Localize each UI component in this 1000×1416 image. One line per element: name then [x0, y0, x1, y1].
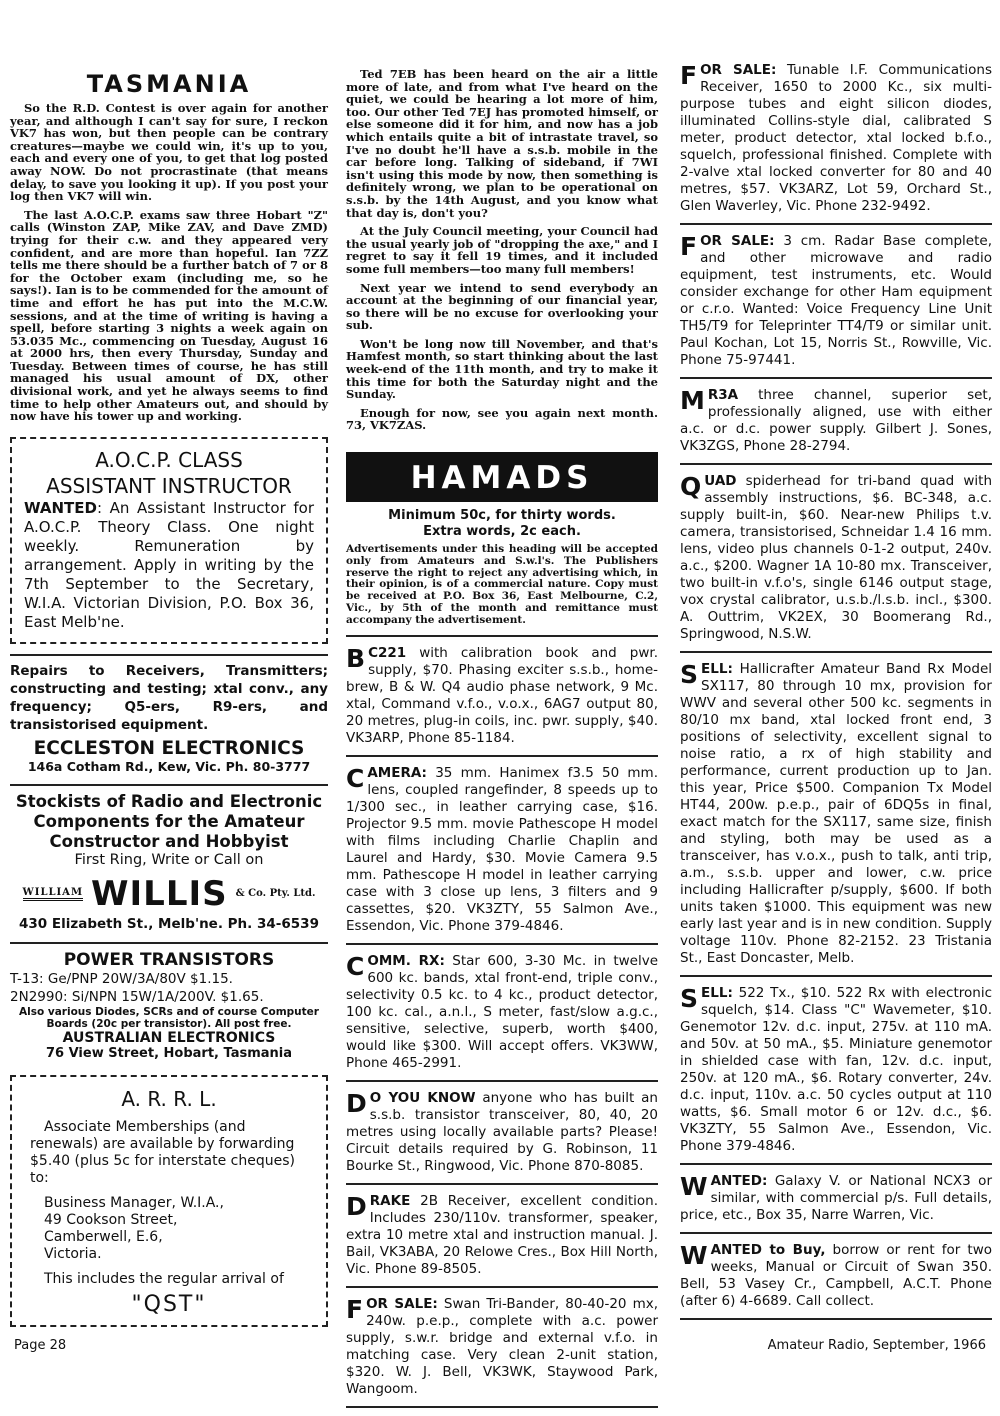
arrl-address	[30, 1195, 308, 1263]
aocp-subheading: ASSISTANT INSTRUCTOR	[46, 473, 292, 498]
drop-cap: W	[680, 1241, 708, 1270]
arrl-heading: A. R. R. L.	[121, 1086, 217, 1111]
arrl-paragraph: Associate Memberships (and renewals) are available by forwarding $5.40 (plus 5c for interstate cheques) to:	[30, 1118, 295, 1186]
arrl-address-line: Camberwell, E.6,	[44, 1228, 163, 1245]
hamads-rate-line: Minimum 50c, for thirty words.	[388, 508, 616, 524]
tasmania-paragraph: Next year we intend to send everybody an account at the beginning of our financial year, so there will be no excuse for overlooking your sub.	[346, 280, 658, 333]
willis-sub: First Ring, Write or Call on	[74, 851, 264, 868]
drop-cap: F	[680, 61, 698, 90]
power-transistors-ad	[10, 950, 328, 1061]
tasmania-paragraph: Won't be long now till November, and that's Hamfest month, so start thinking about the last week-end of the 11th month, and try to make it this time for both the Saturday night and the Sunday.	[346, 336, 658, 402]
ad-body: Hallicrafter Amateur Band Rx Model SX117, 80 through 10 mx, provision for WWV and several other 500 kc. segments in 80/10 mx band, xtal locked front end, 3 positions of selectivity, excellent signal to noise ratio, a rx of high stability and performance, current production up to Jan. this year, Price $500. Companion Tx Model HT44, 200w. p.e.p., pair of 6DQ5s in final, exact match for the SX117, same size, finish and styling, both may be used as a transceiver, has v.o.x., push to talk, anti trip, a.m., s.s.b. upper and lower, c.w. price including Hallicrafter p/supply, $600. If both units taken $1000. This equipment was new early last year and is in new condition. Supply voltage 110v. Phone 82-2152. 23 Tristania St., East Doncaster, Melb.	[680, 661, 992, 966]
drop-cap: Q	[680, 472, 702, 501]
arrl-address-line: Victoria.	[44, 1245, 102, 1262]
drop-cap: D	[346, 1191, 367, 1221]
drop-cap: C	[346, 763, 365, 793]
classified-ad	[346, 1090, 658, 1175]
tasmania-paragraph: So the R.D. Contest is over again for another year, and although I can't say for sure, I reckon VK7 has won, but then people can be contrary creatures—maybe we could win, it's up to you, each and every one of you, to get that log posted away NOW. Do not procrastinate (that means delay, to save you looking it up). If you post your log then VK7 will win.	[10, 101, 328, 204]
classified-ad	[680, 473, 992, 643]
ad-lead: C221	[368, 644, 407, 661]
ad-body: Tunable I.F. Communications Receiver, 1650 to 2000 Kc., six multi-purpose tubes and eight silicon diodes, illuminated Collins-style dial, calibrated S meter, product detector, xtal locked b.f.o., squelch, professional finished. Complete with 2-valve xtal locked converter for 80 and 40 metres, $57. VK3ARZ, Lot 59, Orchard St., Glen Waverley, Vic. Phone 232-9492.	[680, 62, 993, 214]
arrl-address-line: 49 Cookson Street,	[44, 1211, 178, 1228]
ad-body: 35 mm. Hanimex f3.5 50 mm. lens, coupled rangefinder, 8 speeds up to 1/300 sec., in leather carrying case, $16. Projector 9.5 mm. movie Pathescope H model with films including Charlie Chaplin and Laurel and Hardy, $30. Movie Camera 9.5 mm. Pathescope H model in leather carrying case with 3 close up lens, 3 filters and 9 cassettes, $20. VK3ZTY, 55 Salmon Ave., Essendon, Vic. Phone 379-4846.	[346, 764, 658, 934]
publication-credit: Amateur Radio, September, 1966	[767, 1338, 986, 1353]
ad-lead: O YOU KNOW	[369, 1089, 476, 1106]
divider	[346, 635, 658, 637]
eccleston-name: ECCLESTON ELECTRONICS	[33, 737, 305, 759]
arrl-ad-box	[10, 1075, 328, 1327]
classified-ad	[346, 765, 658, 935]
ad-lead: UAD	[704, 473, 737, 489]
divider	[346, 1080, 658, 1082]
ad-lead: AMERA:	[367, 764, 427, 781]
classified-ad	[680, 1173, 992, 1224]
column-left	[10, 62, 328, 1327]
divider	[680, 1318, 992, 1320]
ad-lead: ANTED to Buy,	[710, 1242, 826, 1258]
tasmania-paragraph: Enough for now, see you again next month. 73, VK7ZAS.	[346, 405, 658, 433]
divider	[680, 223, 992, 225]
hamads-terms	[346, 544, 658, 627]
ad-body: 2B Receiver, excellent condition. Includes 230/110v. transformer, speaker, extra 10 metre xtal and instruction manual. J. Bail, VK3ABA, 20 Relowe Cres., Box Hill North, Vic. Phone 89-8505.	[346, 1192, 658, 1277]
power-address: 76 View Street, Hobart, Tasmania	[45, 1045, 293, 1061]
eccleston-body: Repairs to Receivers, Transmitters; constructing and testing; xtal conv., any frequency; Q5-ers, R9-ers, and transistorised equipment.	[10, 662, 328, 733]
tasmania-heading: TASMANIA	[86, 70, 252, 98]
column-middle	[346, 62, 658, 1416]
divider	[680, 1232, 992, 1234]
classified-ad	[346, 645, 658, 747]
ad-lead: ELL:	[701, 661, 733, 677]
classified-ad	[680, 1242, 992, 1310]
hamads-rate-line: Extra words, 2c each.	[423, 524, 581, 540]
divider	[680, 975, 992, 977]
column-right	[680, 62, 992, 1328]
tasmania-paragraph: At the July Council meeting, your Council had the usual yearly job of "dropping the axe," and I regret to say it fell 19 times, and it included some full members—too many full members!	[346, 224, 658, 276]
classified-ad	[680, 233, 992, 369]
classified-ad	[680, 387, 992, 455]
ad-lead: RAKE	[369, 1192, 411, 1209]
drop-cap: M	[680, 386, 705, 415]
ad-body: 522 Tx., $10. 522 Rx with electronic squelch, $14. Class "C" Wavemeter, $10. Genemotor 12v. d.c. input, 275v. at 110 mA. and 50v. at 50 mA., $5. Miniature genemotor in shielded case with fan, 12v. d.c. input, 250v. at 120 mA., $6. Rotary converter, 24v. d.c. input, 110v. a.c. 50 cycles output at 110 watts, $6. Small motor 6 or 12v. d.c., $6. VK3ZTY, 55 Salmon Ave., Essendon, Vic. Phone 379-4846.	[680, 985, 992, 1154]
ad-body: anyone who has built an s.s.b. transistor transceiver, 80, 40, 20 metres using locally available parts? Please! Circuit details required by G. Robinson, 11 Bourke St., Ringwood, Vic. Phone 870-8085.	[346, 1089, 658, 1174]
drop-cap: W	[680, 1172, 708, 1201]
arrl-address-line: Business Manager, W.I.A.,	[44, 1194, 224, 1211]
aocp-ad-box	[10, 437, 328, 644]
classified-ad	[346, 1193, 658, 1278]
tasmania-paragraph: Ted 7EB has been heard on the air a little more of late, and from what I've heard on the quiet, we could be hearing a lot more of him, too. Our other Ted 7EJ has promoted himself, or else someone did it for him, and now has a job which entails quite a bit of intrastate travel, so I've no doubt he'll have a s.s.b. mobile in the car before long. Talking of sideband, if 7WI isn't using this mode by now, then something is definitely wrong, we plan to be operational on s.s.b. by the 14th August, and you know what that day is, don't you?	[346, 67, 658, 220]
ad-body: 3 cm. Radar Base complete, and other microwave and radio equipment, test instruments, etc. Would consider exchange for other Ham equipment or c.r.o. Wanted: Voice Frequency Line Unit TH5/T9 for Teleprinter TT4/T9 or similar unit. Paul Kochan, Lot 15, Norris St., Rowville, Vic. Phone 75-97441.	[680, 233, 992, 368]
arrl-paragraph: This includes the regular arrival of	[44, 1270, 284, 1287]
willis-heading: Stockists of Radio and Electronic Components for the Amateur Constructor and Hobbyist	[15, 791, 323, 851]
divider	[680, 1163, 992, 1165]
hamads-rate	[346, 508, 658, 540]
tasmania-article-continued	[346, 68, 658, 432]
power-heading: POWER TRANSISTORS	[63, 949, 275, 970]
divider	[346, 1406, 658, 1408]
divider	[680, 651, 992, 653]
aocp-text: : An Assistant Instructor for A.O.C.P. Theory Class. One night weekly. Remuneration by arrangement. Apply in writing by the 7th September to the Secretary, W.I.A. Victorian Division, P.O. Box 36, East Melb'ne.	[24, 498, 314, 631]
ad-lead: ANTED:	[710, 1173, 768, 1189]
ad-body: spiderhead for tri-band quad with assembly instructions, $6. BC-348, a.c. supply built-in, $60. Near-new Philips t.v. camera, transistorised, Schneidar 1.4 16 mm. lens, video plus channels 0-1-2 output, 240v. a.c., $200. Wagner 1A 10-80 mx. Transceiver, two built-in v.f.o's, single 6146 output stage, vox crystal calibrator, u.s.b./l.s.b. incl., $300. A. Outtrim, VK2EX, 30 Boomerang Rd., Springwood, N.S.W.	[680, 473, 992, 642]
divider	[10, 784, 328, 786]
ad-body: borrow or rent for two weeks, Manual or Circuit of Swan 350. Bell, 53 Vasey Cr., Campbell, A.C.T. Phone (after 6) 4-6689. Call collect.	[680, 1242, 992, 1309]
classified-ad	[680, 661, 992, 967]
power-line: T-13: Ge/PNP 20W/3A/80V $1.15.	[10, 970, 233, 987]
ad-lead: ELL:	[701, 985, 733, 1001]
hamads-list-right	[680, 62, 992, 1320]
aocp-lead: WANTED	[24, 498, 97, 517]
willis-ad	[10, 792, 328, 932]
divider	[10, 654, 328, 656]
drop-cap: S	[680, 660, 699, 689]
aocp-heading: A.O.C.P. CLASS	[95, 447, 243, 472]
classified-ad	[680, 985, 992, 1155]
divider	[346, 755, 658, 757]
ad-body: Star 600, 3-30 Mc. in twelve 600 kc. bands, xtal front-end, triple conv., selectivity 0.5 kc. to 4 kc., product detector, 100 kc. cal., a.n.l., S meter, fast/slow a.g.c., sensitive, selective, superb, worth $400, would like $300. Will accept offers. VK3WW, Phone 465-2991.	[346, 952, 658, 1071]
aocp-body	[24, 499, 314, 632]
hamads-banner: HAMADS	[346, 452, 658, 502]
power-name: AUSTRALIAN ELECTRONICS	[62, 1029, 276, 1046]
drop-cap: D	[346, 1088, 367, 1118]
hamads-terms-text: Advertisements under this heading will be accepted only from Amateurs and S.w.l's. The Publishers reserve the right to reject any advertising which, in their opinion, is of a commercial nature. Copy must be received at P.O. Box 36, East Melbourne, C.2, Vic., by 5th of the month and remittance must accompany the advertisement.	[346, 543, 658, 626]
hamads-list-middle	[346, 645, 658, 1408]
classified-ad	[680, 62, 992, 215]
tasmania-paragraph: The last A.O.C.P. exams saw three Hobart "Z" calls (Winston ZAP, Mike ZAV, and Dave ZMD) trying for their c.w. and they appeared very confident, and are more than hopeful. Ian 7ZZ tells me there should be a further batch of 7 or 8 for the October exam (including me, so he says!). Ian is to be commended for the amount of time and effort he has put into the M.C.W. sessions, and at the time of writing is having a spell, before starting 3 nights a week again on 53.035 Mc., commencing on Tuesday, August 16 at 2000 hrs, then every Thursday, Sunday and Tuesday. Between times of course, he has still managed his usual amount of DX, other divisional work, and yet he always seems to find time to help other Amateurs out, and should by now have his tower up and working.	[10, 207, 328, 424]
page-number: Page 28	[14, 1338, 67, 1353]
drop-cap: F	[346, 1294, 364, 1324]
power-line: 2N2990: Si/NPN 15W/1A/200V. $1.65.	[10, 988, 264, 1005]
willis-william: WILLIAM	[23, 887, 83, 901]
divider	[680, 463, 992, 465]
ad-lead: OR SALE:	[700, 233, 775, 249]
divider	[346, 1286, 658, 1288]
divider	[346, 1183, 658, 1185]
ad-lead: R3A	[707, 387, 739, 403]
willis-co: & Co. Pty. Ltd.	[235, 888, 316, 900]
drop-cap: B	[346, 643, 366, 673]
willis-name: WILLIS	[91, 873, 228, 914]
eccleston-ad	[10, 662, 328, 774]
divider	[346, 943, 658, 945]
drop-cap: C	[346, 951, 365, 981]
qst-title: "QST"	[131, 1291, 207, 1317]
ad-body: Swan Tri-Bander, 80-40-20 mx, 240w. p.e.p., complete with a.c. power supply, s.w.r. bridge and external v.f.o. in matching case. Very clean 2-unit station, $320. W. J. Bell, VK3WK, Staywood Park, Wangoom.	[346, 1295, 659, 1397]
willis-address: 430 Elizabeth St., Melb'ne. Ph. 34-6539	[19, 915, 319, 932]
ad-body: Galaxy V. or National NCX3 or similar, with commercial p/s. Full details, price, etc., Box 35, Narre Warren, Vic.	[680, 1173, 992, 1223]
divider	[10, 942, 328, 944]
drop-cap: F	[680, 232, 698, 261]
willis-logo	[10, 874, 328, 914]
drop-cap: S	[680, 984, 699, 1013]
classified-ad	[346, 1296, 658, 1398]
ad-lead: OR SALE:	[366, 1295, 438, 1312]
power-note: Also various Diodes, SCRs and of course Computer Boards (20c per transistor). All post free.	[19, 1005, 319, 1030]
classified-ad	[346, 953, 658, 1072]
ad-lead: OR SALE:	[700, 62, 777, 78]
divider	[680, 377, 992, 379]
eccleston-address: 146a Cotham Rd., Kew, Vic. Ph. 80-3777	[27, 758, 311, 774]
ad-body: with calibration book and pwr. supply, $70. Phasing exciter s.s.b., home-brew, B & W. Q4 audio phase network, 9 Mc. xtal, Command v.f.o., v.o.x., 6AG7 output 80, 20 metres, plug-in coils, inc. pwr. supply, $40. VK3ARP, Phone 85-1184.	[346, 644, 658, 746]
ad-lead: OMM. RX:	[367, 952, 445, 969]
ad-body: three channel, superior set, professionally aligned, use with either a.c. or d.c. power supply. Gilbert J. Sones, VK3ZGS, Phone 28-2794.	[680, 387, 992, 454]
tasmania-article	[10, 102, 328, 423]
